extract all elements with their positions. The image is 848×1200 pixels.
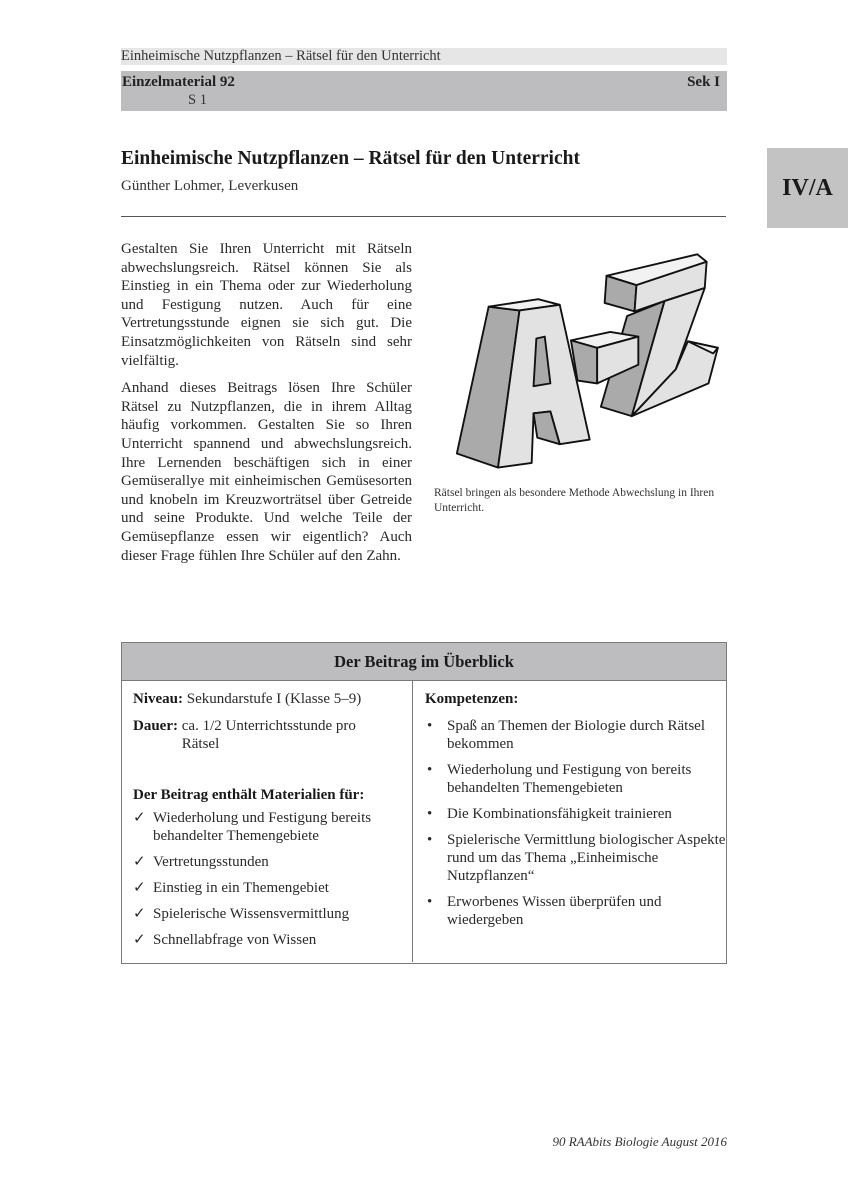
checkmark-icon: ✓ [133,880,146,896]
niveau-value: Sekundarstufe I (Klasse 5–9) [186,691,362,707]
dauer-label: Dauer: [133,718,178,734]
list-item: ✓ Schnellabfrage von Wissen [133,932,317,948]
intro-paragraph: Anhand dieses Beitrags lösen Ihre Schüler Rätsel zu Nutzpflanzen, die in ihrem Alltag häufig vorkommen. Gestalten Sie so Ihren Unterricht spannend und abwechslungsreich. Ihre Lernenden beschäftigen sich in einer Gemüserallye mit einheimischen Gemüsesorten und knobeln im Kreuzworträtsel über Getreide und seine Produkte. Und welche Teile der Gemüsepflanze essen wir eigentlich? Auch dieser Frage fühlen Ihre Schüler auf den Zahn. [121,380,412,564]
dauer-row [133,717,412,753]
dauer-value-cont: Rätsel [181,736,220,752]
article-author: Günther Lohmer, Leverkusen [121,178,299,194]
overview-left-column [122,681,413,962]
checkmark-icon: ✓ [133,854,146,870]
bullet-icon: • [427,762,433,778]
list-item: ✓ Einstieg in ein Themengebiet [133,880,329,896]
material-bar [121,71,727,111]
figure-caption: Rätsel bringen als besondere Methode Abwechslung in Ihren Unterricht. [434,487,715,514]
checkmark-icon: ✓ [133,810,146,826]
overview-title: Der Beitrag im Überblick [122,643,726,681]
bullet-icon: • [427,832,433,848]
materials-heading: Der Beitrag enthält Materialien für: [133,787,365,803]
niveau-label: Niveau: [133,691,183,707]
overview-box [121,642,727,964]
checkmark-icon: ✓ [133,906,146,922]
title-divider [121,216,726,217]
niveau-row [133,690,412,708]
running-title-bar [121,48,727,65]
list-item: ✓ Vertretungsstunden [133,854,269,870]
article-title: Einheimische Nutzpflanzen – Rätsel für den Unterricht [121,148,580,169]
level-label: Sek I [687,74,720,90]
list-item: • Erworbenes Wissen überprüfen und wiedergeben [427,894,662,928]
checkmark-icon: ✓ [133,932,146,948]
page-number: S 1 [188,92,207,108]
competencies-heading: Kompetenzen: [425,691,519,707]
intro-paragraph: Gestalten Sie Ihren Unterricht mit Rätseln abwechslungsreich. Rätsel können Sie als Einstieg in ein Thema oder zur Wiederholung und Festigung nutzen. Auch für eine Vertretungsstunde eignen sie sich gut. Die Einsatzmöglichkeiten von Rätseln sind sehr vielfältig. [121,241,412,369]
bullet-icon: • [427,718,433,734]
material-number: Einzelmaterial 92 [122,74,235,90]
list-item: • Spielerische Vermittlung biologischer Aspekte rund um das Thema „Einheimische Nutzpflanzen“ [427,832,726,884]
a-to-z-illustration-icon [440,240,730,480]
bullet-icon: • [427,806,433,822]
running-title: Einheimische Nutzpflanzen – Rätsel für den Unterricht [121,48,441,64]
list-item: • Spaß an Themen der Biologie durch Rätsel bekommen [427,718,705,752]
materials-list [133,809,412,949]
section-tab-label: IV/A [782,174,833,201]
competencies-list [425,717,726,929]
list-item: • Wiederholung und Festigung von bereits behandelten Themengebieten [427,762,692,796]
bullet-icon: • [427,894,433,910]
page-footer: 90 RAAbits Biologie August 2016 [552,1134,727,1149]
section-tab [767,148,848,228]
list-item: ✓ Spielerische Wissensvermittlung [133,906,350,922]
overview-right-column [413,681,726,962]
intro-text [121,240,412,574]
list-item: ✓ Wiederholung und Festigung bereits behandelter Themengebiete [133,810,372,844]
list-item: • Die Kombinationsfähigkeit trainieren [427,806,672,822]
dauer-value: ca. 1/2 Unterrichtsstunde pro [181,718,356,734]
